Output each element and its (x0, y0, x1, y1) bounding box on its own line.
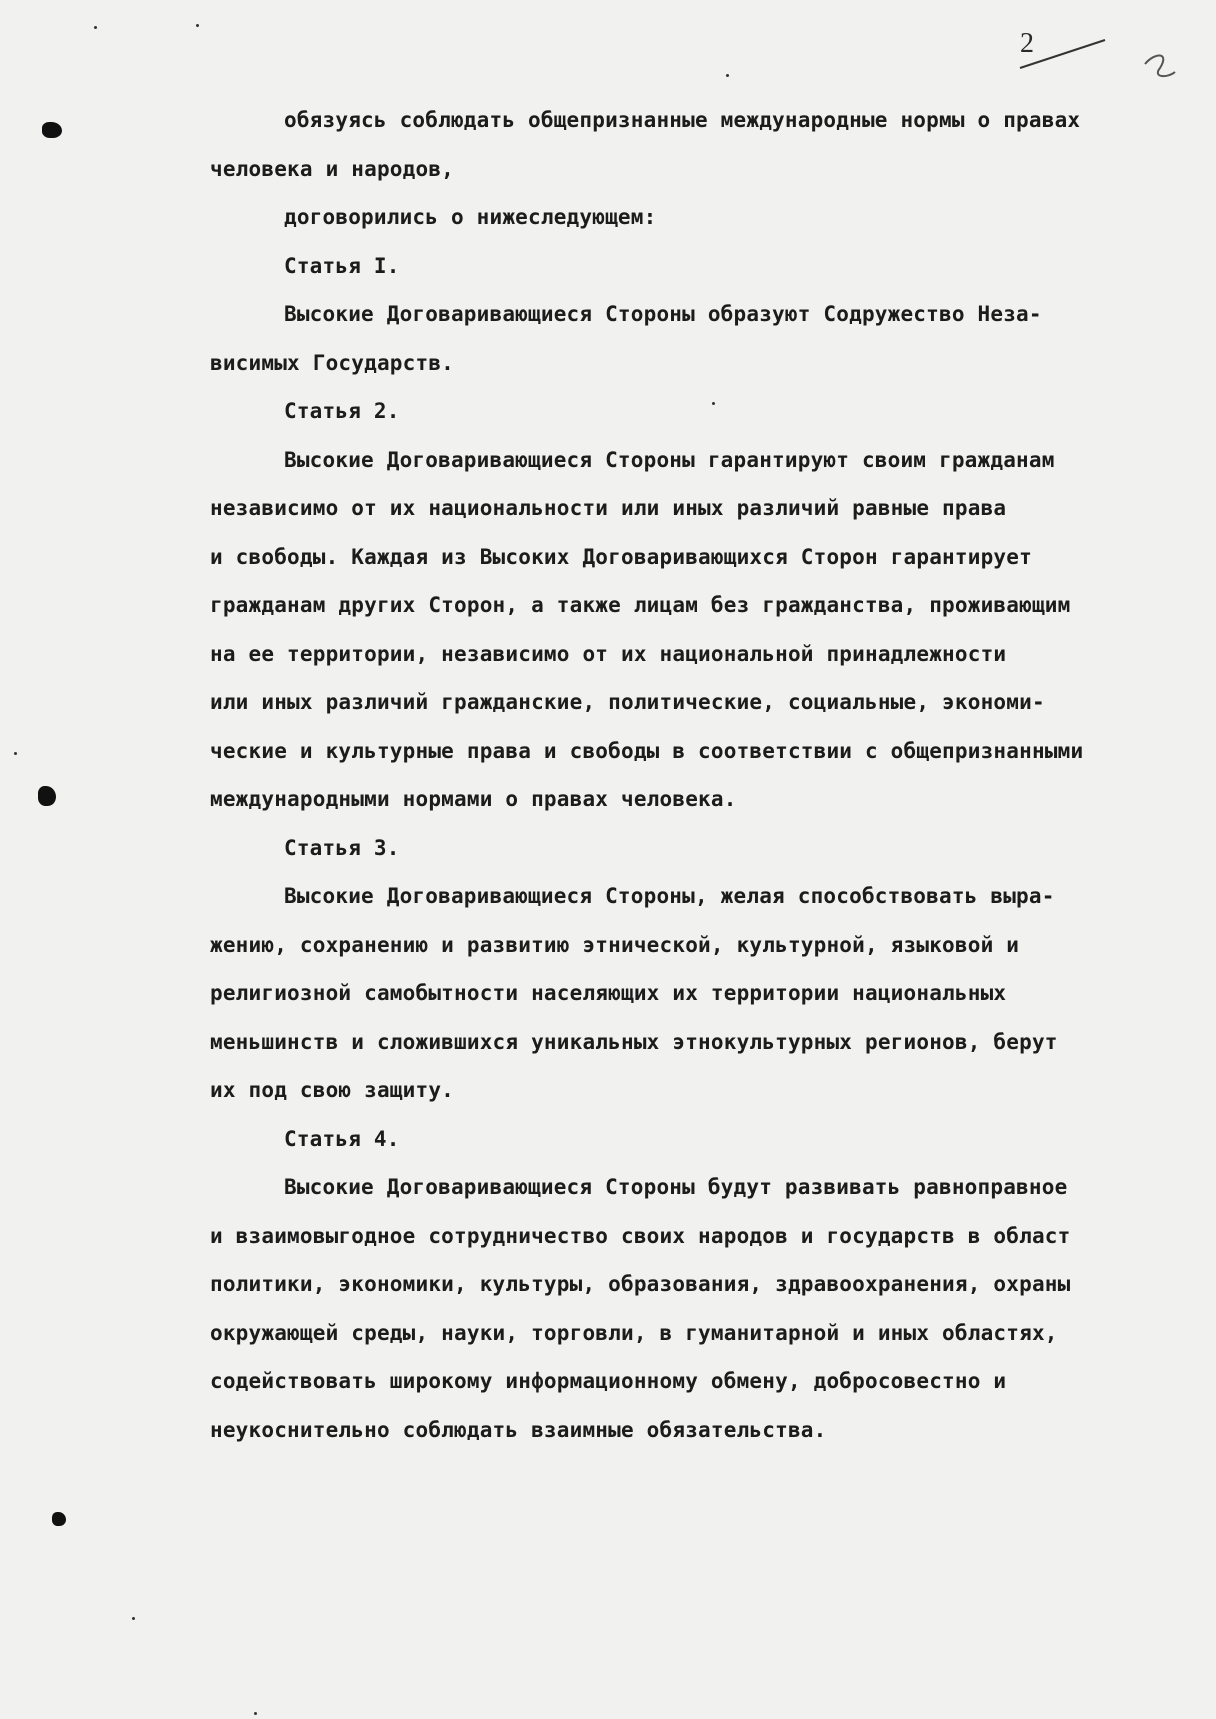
text-line: или иных различий гражданские, политические, социальные, экономи- (210, 690, 1045, 714)
text-line: Высокие Договаривающиеся Стороны будут развивать равноправное (284, 1175, 1068, 1199)
text-line: политики, экономики, культуры, образования, здравоохранения, охраны (210, 1272, 1071, 1296)
punch-hole-mark (42, 122, 62, 138)
text-line: висимых Государств. (210, 350, 455, 375)
punch-hole-mark (38, 786, 56, 806)
text-line: их под свою защиту. (210, 1078, 455, 1102)
text-line: человека и народов, (210, 156, 455, 181)
scan-speck (712, 402, 715, 405)
text-line: договорились о нижеследующем: (284, 205, 657, 229)
text-line: меньшинств и сложившихся уникальных этнокультурных регионов, берут (210, 1029, 1058, 1054)
scan-speck (132, 1617, 135, 1620)
text-line: Высокие Договаривающиеся Стороны, желая способствовать выра- (284, 884, 1055, 908)
punch-hole-mark (52, 1512, 66, 1526)
text-line: Высокие Договаривающиеся Стороны гарантируют своим гражданам (284, 447, 1055, 472)
text-line: международными нормами о правах человека. (210, 787, 737, 811)
handwritten-page-mark (1010, 28, 1180, 88)
text-line: обязуясь соблюдать общепризнанные международные нормы о правах (284, 108, 1081, 132)
text-line: содействовать широкому информационному обмену, добросовестно и (210, 1369, 1007, 1393)
text-line: жению, сохранению и развитию этнической, культурной, языковой и (210, 932, 1020, 957)
text-line: окружающей среды, науки, торговли, в гуманитарной и иных областях, (210, 1320, 1058, 1345)
text-line: ческие и культурные права и свободы в соответствии с общепризнанными (210, 738, 1084, 763)
text-line: и взаимовыгодное сотрудничество своих народов и государств в област (210, 1223, 1071, 1248)
text-line: Высокие Договаривающиеся Стороны образуют Содружество Неза- (284, 302, 1042, 326)
scan-speck (14, 752, 17, 755)
scan-speck (254, 1712, 257, 1715)
text-line: религиозной самобытности населяющих их территории национальных (210, 981, 1007, 1005)
article-heading: Статья 3. (284, 835, 400, 860)
scan-speck (94, 26, 97, 29)
document-body (210, 100, 1200, 1458)
article-heading: Статья 2. (284, 399, 400, 423)
article-heading: Статья 4. (284, 1126, 400, 1151)
text-line: неукоснительно соблюдать взаимные обязательства. (210, 1417, 827, 1442)
scan-speck (726, 74, 729, 77)
text-line: гражданам других Сторон, а также лицам без гражданства, проживающим (210, 593, 1071, 617)
article-heading: Статья I. (284, 253, 400, 278)
scan-speck (196, 24, 199, 27)
text-line: на ее территории, независимо от их национальной принадлежности (210, 641, 1007, 666)
page-number: 2 (1020, 28, 1035, 59)
text-line: и свободы. Каждая из Высоких Договаривающихся Сторон гарантирует (210, 544, 1032, 569)
text-line: независимо от их национальности или иных различий равные права (210, 496, 1007, 520)
